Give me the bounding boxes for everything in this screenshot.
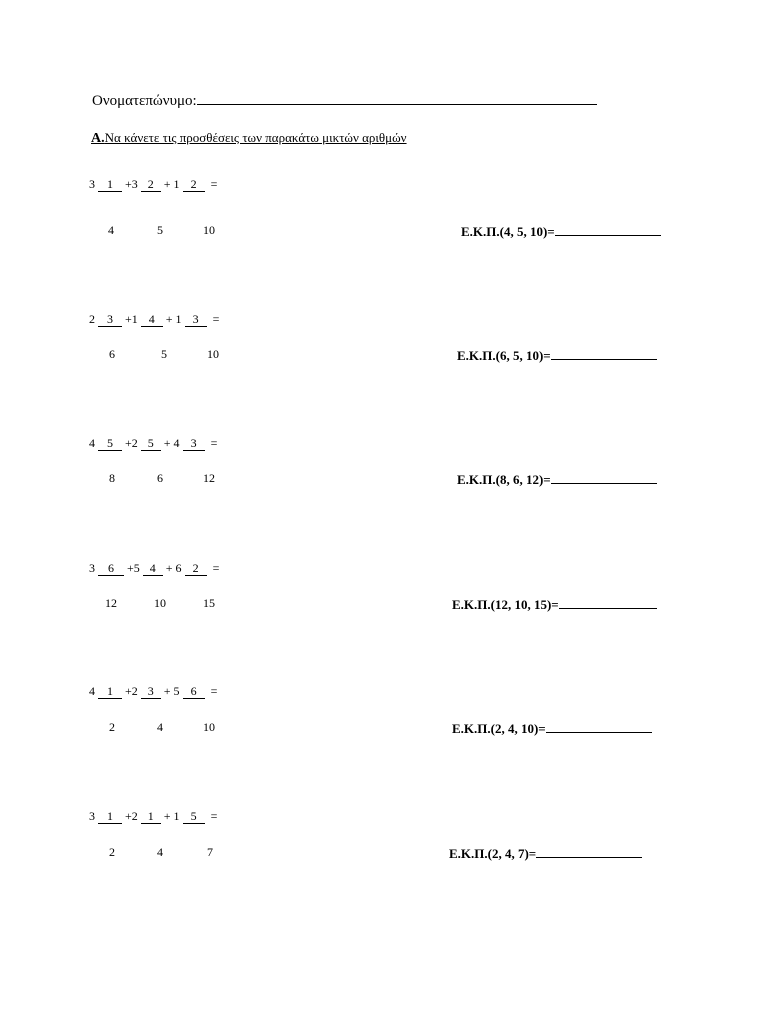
denominator-2: 4	[157, 720, 163, 734]
denominator-1: 12	[105, 596, 117, 610]
name-blank[interactable]	[197, 90, 597, 105]
equals-sign: =	[210, 436, 218, 450]
equation-line	[89, 177, 217, 192]
denominator-1: 2	[109, 720, 115, 734]
operator-1: +2	[125, 684, 138, 698]
lcm-label: Ε.Κ.Π.(2, 4, 7)=	[449, 846, 537, 861]
numerator-2: 4	[141, 313, 163, 327]
operator-1: +2	[125, 809, 138, 823]
operator-2: + 6	[165, 561, 182, 575]
whole-1: 3	[89, 177, 95, 191]
denominator-2: 5	[161, 347, 167, 361]
numerator-1: 3	[98, 313, 122, 327]
denominator-3: 15	[203, 596, 215, 610]
lcm-line	[461, 222, 661, 240]
equation-line	[89, 436, 217, 451]
denominator-3: 10	[207, 347, 219, 361]
denominator-1: 4	[108, 223, 114, 237]
operator-2: + 5	[163, 684, 180, 698]
numerator-3: 2	[183, 178, 205, 192]
numerator-1: 1	[98, 178, 122, 192]
denominator-2: 4	[157, 845, 163, 859]
numerator-3: 2	[185, 562, 207, 576]
section-letter: Α.	[91, 131, 105, 146]
denominator-3: 10	[203, 223, 215, 237]
operator-2: + 4	[163, 436, 180, 450]
lcm-label: Ε.Κ.Π.(12, 10, 15)=	[452, 597, 559, 612]
section-title	[91, 130, 407, 147]
lcm-blank[interactable]	[546, 719, 652, 733]
operator-1: +5	[127, 561, 140, 575]
lcm-blank[interactable]	[559, 595, 657, 609]
operator-2: + 1	[165, 312, 182, 326]
equation-line	[89, 684, 217, 699]
lcm-blank[interactable]	[536, 844, 642, 858]
lcm-blank[interactable]	[551, 470, 657, 484]
equals-sign: =	[210, 809, 218, 823]
lcm-blank[interactable]	[551, 346, 657, 360]
whole-1: 4	[89, 436, 95, 450]
lcm-line	[452, 719, 652, 737]
numerator-3: 5	[183, 810, 205, 824]
name-line	[92, 90, 597, 110]
whole-1: 3	[89, 809, 95, 823]
lcm-label: Ε.Κ.Π.(8, 6, 12)=	[457, 472, 551, 487]
numerator-2: 3	[141, 685, 161, 699]
denominator-3: 7	[207, 845, 213, 859]
numerator-3: 6	[183, 685, 205, 699]
denominator-2: 5	[157, 223, 163, 237]
name-label: Ονοματεπώνυμο:	[92, 93, 197, 109]
numerator-2: 5	[141, 437, 161, 451]
operator-2: + 1	[163, 177, 180, 191]
lcm-blank[interactable]	[555, 222, 661, 236]
equals-sign: =	[210, 684, 218, 698]
denominator-1: 2	[109, 845, 115, 859]
equals-sign: =	[210, 177, 218, 191]
lcm-label: Ε.Κ.Π.(2, 4, 10)=	[452, 721, 546, 736]
operator-1: +3	[125, 177, 138, 191]
numerator-2: 1	[141, 810, 161, 824]
equation-line	[89, 312, 219, 327]
lcm-line	[449, 844, 642, 862]
operator-1: +1	[125, 312, 138, 326]
denominator-1: 6	[109, 347, 115, 361]
numerator-1: 1	[98, 810, 122, 824]
numerator-1: 6	[98, 562, 124, 576]
denominator-2: 6	[157, 471, 163, 485]
denominator-2: 10	[154, 596, 166, 610]
equation-line	[89, 809, 217, 824]
lcm-line	[457, 470, 657, 488]
numerator-2: 2	[141, 178, 161, 192]
section-instruction: Να κάνετε τις προσθέσεις των παρακάτω μικτών αριθμών	[104, 130, 407, 145]
numerator-3: 3	[185, 313, 207, 327]
equals-sign: =	[212, 312, 220, 326]
numerator-1: 5	[98, 437, 122, 451]
operator-1: +2	[125, 436, 138, 450]
denominator-1: 8	[109, 471, 115, 485]
whole-1: 3	[89, 561, 95, 575]
lcm-label: Ε.Κ.Π.(4, 5, 10)=	[461, 224, 555, 239]
denominator-3: 12	[203, 471, 215, 485]
lcm-line	[457, 346, 657, 364]
denominator-3: 10	[203, 720, 215, 734]
numerator-1: 1	[98, 685, 122, 699]
numerator-2: 4	[143, 562, 163, 576]
equation-line	[89, 561, 219, 576]
lcm-line	[452, 595, 657, 613]
equals-sign: =	[212, 561, 220, 575]
numerator-3: 3	[183, 437, 205, 451]
whole-1: 2	[89, 312, 95, 326]
whole-1: 4	[89, 684, 95, 698]
lcm-label: Ε.Κ.Π.(6, 5, 10)=	[457, 348, 551, 363]
operator-2: + 1	[163, 809, 180, 823]
